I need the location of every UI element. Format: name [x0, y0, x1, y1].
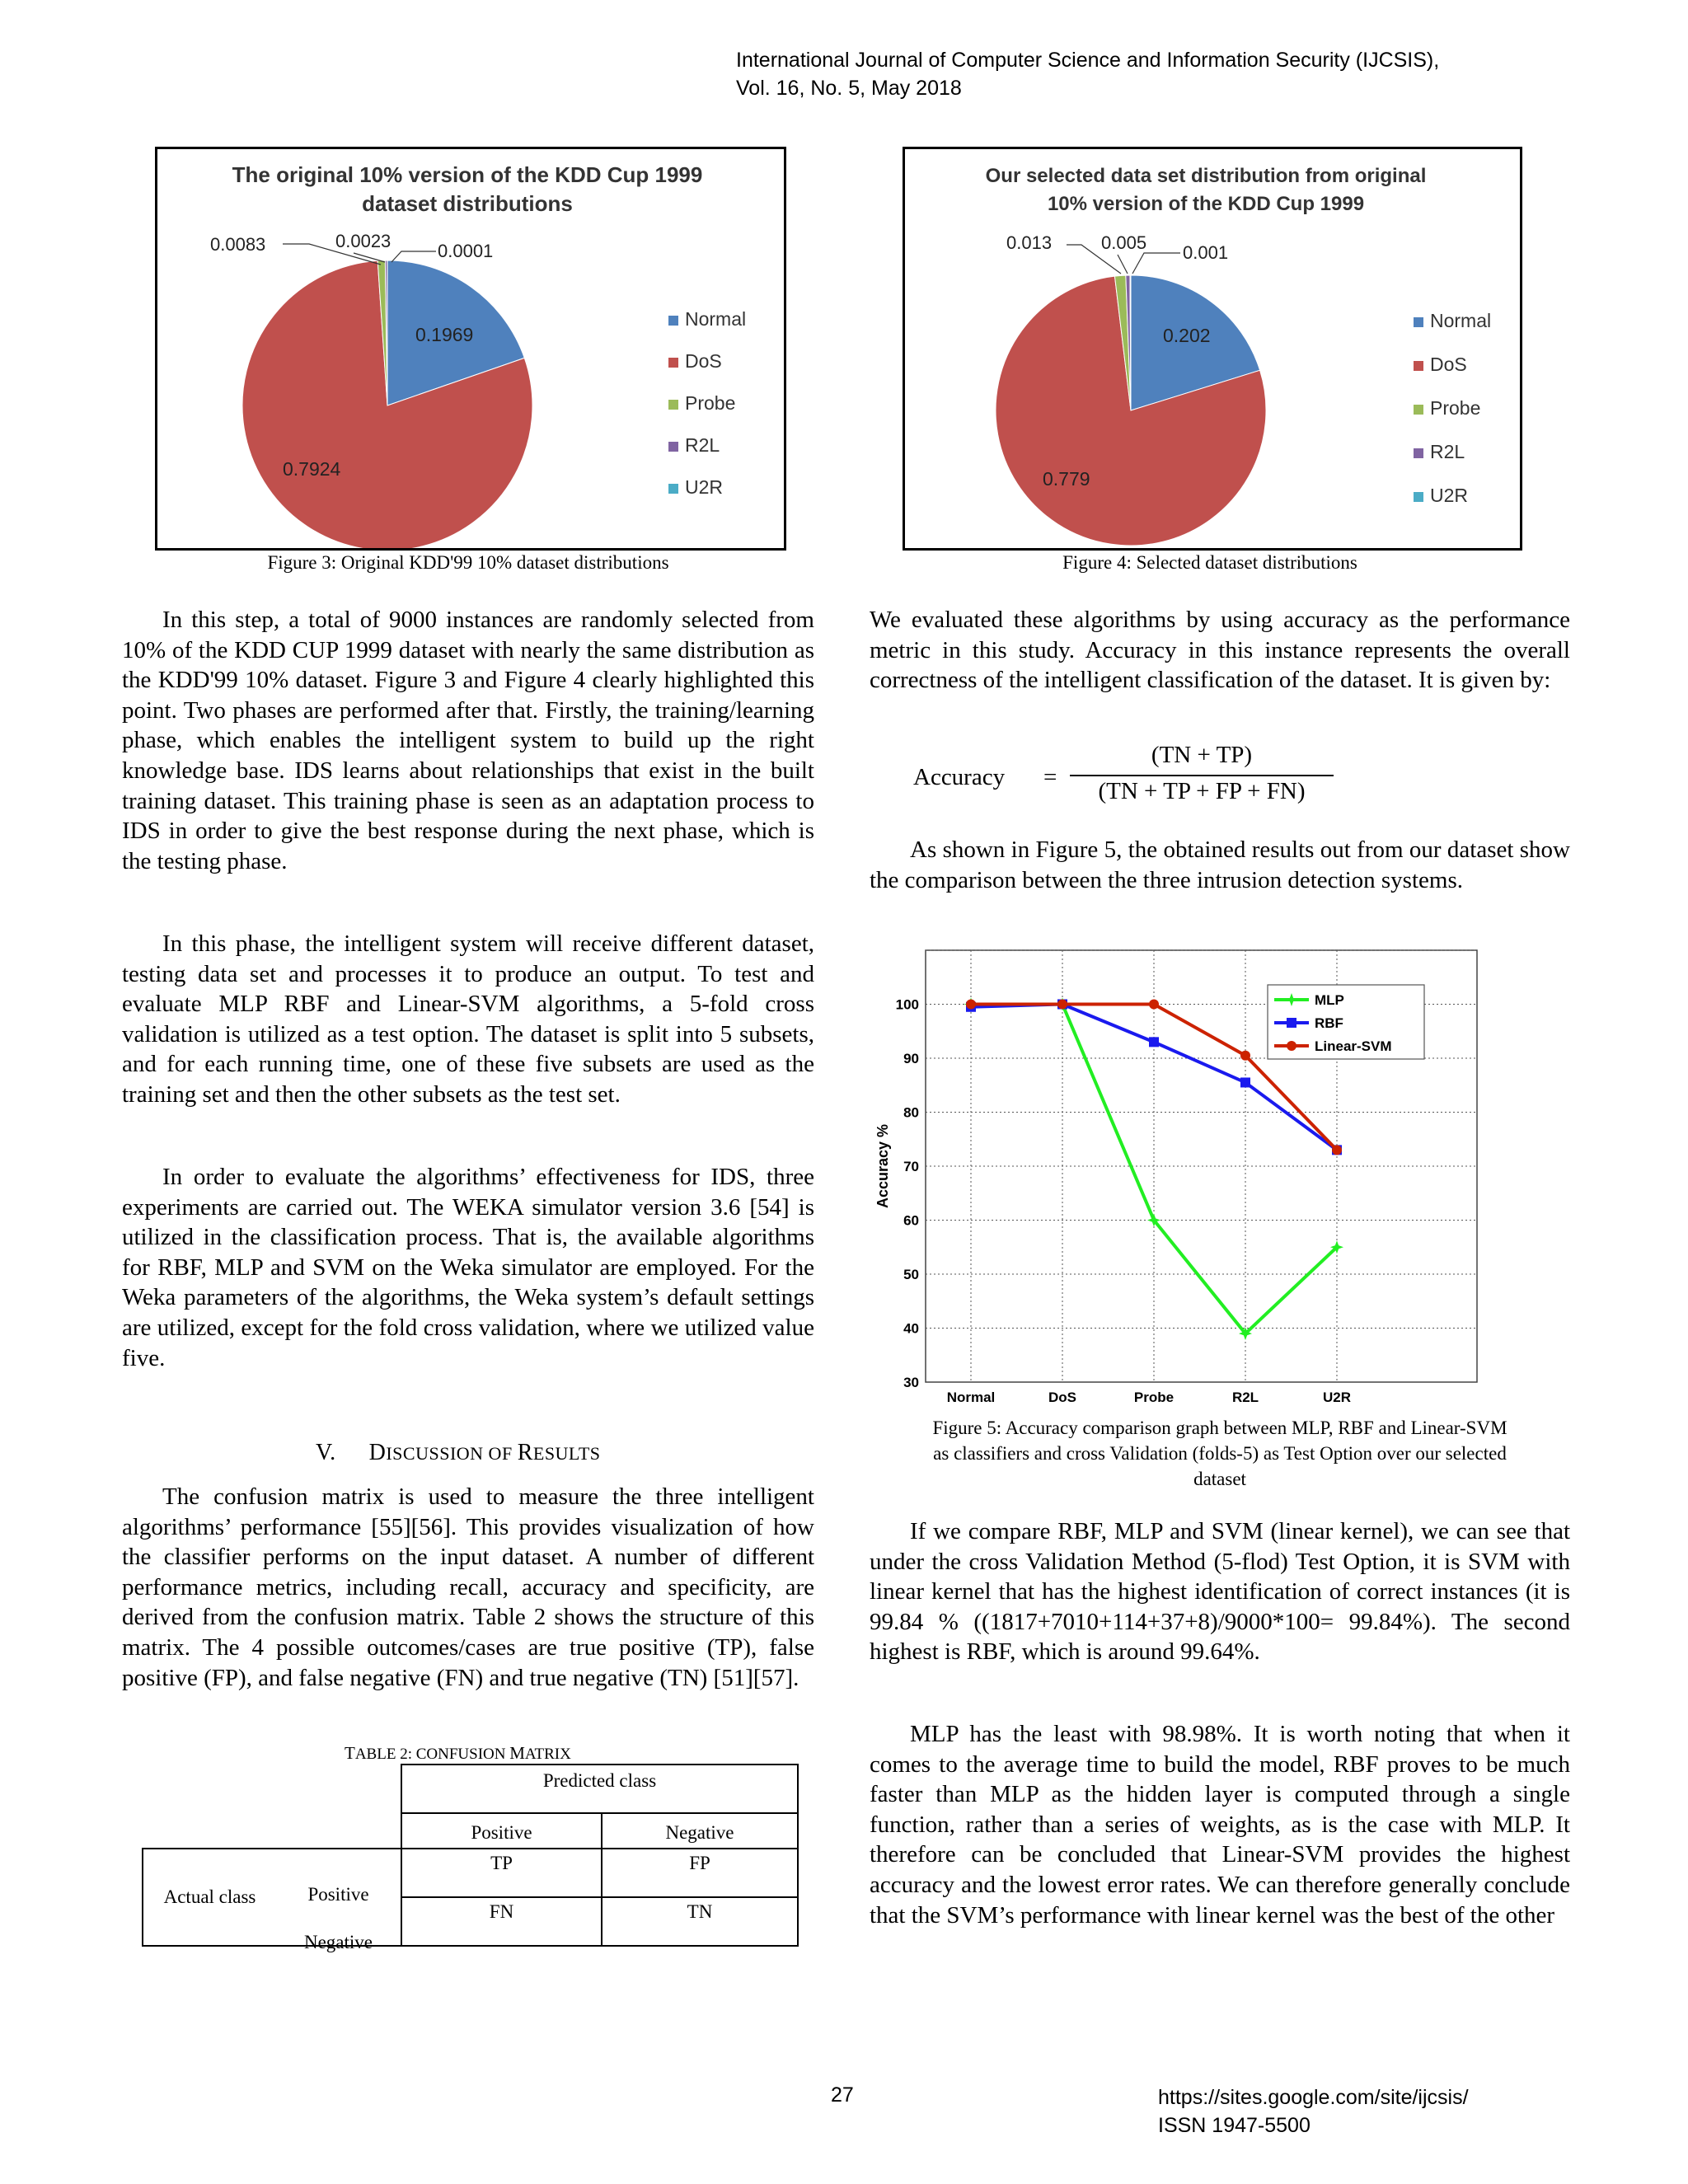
legend-label-dos: DoS	[1430, 354, 1467, 375]
legend-marker-linear-svm	[1287, 1041, 1296, 1051]
pie-value-label-dos: 0.779	[1043, 468, 1090, 490]
table-title-p1: ABLE	[354, 1746, 401, 1763]
legend-swatch-dos	[668, 358, 678, 368]
table-title-p4: ATRIX	[524, 1746, 571, 1763]
data-point-linear-svm	[1057, 1000, 1067, 1010]
y-tick-label: 100	[895, 996, 919, 1013]
section-title-part1: ISCUSSION OF	[386, 1443, 518, 1464]
table-title-m: M	[509, 1743, 525, 1763]
pie1-title-line2: dataset distributions	[362, 191, 573, 216]
predicted-class-header: Predicted class	[401, 1765, 798, 1813]
paragraph-right-2: As shown in Figure 5, the obtained results out from our dataset show the comparison between the three intrusion detection systems.	[870, 837, 1570, 893]
actual-positive: Positive	[307, 1884, 369, 1905]
pie-chart-selected	[905, 149, 1520, 548]
paragraph-right-4: MLP has the least with 98.98%. It is worth noting that when it comes to the average time to build the model, RBF proves to be much faster than MLP as the hidden layer is computed through a single function, rather than a series of weights, as is the case with MLP. It therefore can be concluded that Linear-SVM provides the highest accuracy and the lowest error rates. We can therefore generally conclude that the SVM’s performance with linear kernel was the best of the other	[870, 1721, 1570, 1929]
x-tick-label: R2L	[1231, 1390, 1259, 1405]
actual-negative: Negative	[303, 1932, 373, 1952]
legend-swatch-r2l	[1414, 448, 1423, 458]
pie-value-label-probe: 0.013	[1006, 232, 1053, 253]
predicted-negative: Negative	[602, 1813, 798, 1849]
footer-right	[1158, 2083, 1469, 2139]
figure-4-caption: Figure 4: Selected dataset distributions	[1062, 552, 1357, 573]
accuracy-line-chart	[870, 940, 1496, 1409]
actual-labels-cell	[276, 1849, 401, 1952]
page-number: 27	[831, 2083, 854, 2107]
cell-fp: FP	[602, 1849, 798, 1897]
formula-numerator: (TN + TP)	[1151, 742, 1253, 768]
y-tick-label: 70	[903, 1159, 919, 1174]
pie-value-label-normal: 0.1969	[415, 324, 474, 345]
pie-leader-line-r2l	[354, 253, 385, 262]
pie-chart-original	[157, 149, 784, 548]
formula-lhs: Accuracy	[913, 764, 1006, 790]
paragraph-left-1: In this step, a total of 9000 instances are randomly selected from 10% of the KDD CUP 1999 dataset with nearly the same distribution as the KDD'99 10% dataset. Figure 3 and Figure 4 clearly highlighted this point. Two phases are performed after that. Firstly, the training/learning phase, which enables the intelligent system to build up the right knowledge base. IDS learns about relationships that exist in the built training dataset. This training phase is seen as an adaptation process to IDS in order to give the best response during the next phase, which is the testing phase.	[122, 607, 814, 874]
y-tick-label: 50	[903, 1267, 919, 1282]
legend-swatch-normal	[668, 316, 678, 326]
y-tick-label: 60	[903, 1212, 919, 1229]
legend-swatch-dos	[1414, 361, 1423, 371]
table-2-title	[345, 1743, 571, 1764]
legend-marker-rbf	[1287, 1018, 1296, 1028]
x-tick-label: DoS	[1048, 1390, 1076, 1405]
x-tick-label: Normal	[946, 1390, 996, 1405]
journal-header	[736, 46, 1439, 102]
data-point-linear-svm	[1149, 1000, 1159, 1010]
legend-label-probe: Probe	[685, 392, 736, 414]
section-title-part2: ESULTS	[532, 1443, 601, 1464]
legend-swatch-normal	[1414, 317, 1423, 327]
legend-label-linear-svm: Linear-SVM	[1315, 1038, 1392, 1054]
section-heading	[316, 1440, 601, 1466]
cell-tn: TN	[602, 1897, 798, 1946]
figure-4	[903, 147, 1522, 551]
legend-label-normal: Normal	[1430, 310, 1492, 331]
data-point-linear-svm	[1332, 1145, 1342, 1155]
pie2-title-line2: 10% version of the KDD Cup 1999	[1047, 193, 1365, 215]
y-axis-label: Accuracy %	[874, 1123, 891, 1209]
legend-label-r2l: R2L	[685, 434, 720, 456]
figure-5-caption	[870, 1415, 1570, 1492]
confusion-matrix-table	[142, 1764, 799, 1952]
pie-value-label-r2l: 0.0023	[335, 231, 392, 251]
section-title-initial-r: R	[517, 1440, 533, 1465]
formula-fraction-bar	[1070, 775, 1334, 776]
legend-swatch-probe	[668, 400, 678, 410]
legend-label-rbf: RBF	[1315, 1015, 1343, 1031]
table-title-p2: 2: C	[400, 1746, 427, 1763]
legend-label-probe: Probe	[1430, 397, 1481, 419]
data-point-rbf	[1240, 1077, 1250, 1087]
figure-5-caption-line3: dataset	[1193, 1469, 1246, 1489]
legend-label-u2r: U2R	[1430, 485, 1469, 506]
actual-class-label: Actual class	[143, 1849, 276, 1946]
footer-issn: ISSN 1947-5500	[1158, 2114, 1311, 2137]
paragraph-left-3: In order to evaluate the algorithms’ effectiveness for IDS, three experiments are carried out. The WEKA simulator version 3.6 [54] is utilized in the classification process. That is, the available algorithms for RBF, MLP and SVM on the Weka simulator are employed. For the Weka parameters of the algorithms, the Weka system’s default settings are utilized, except for the fold cross validation, where we utilized value five.	[122, 1164, 814, 1371]
data-point-linear-svm	[1240, 1051, 1250, 1061]
figure-5-caption-line1: Figure 5: Accuracy comparison graph between MLP, RBF and Linear-SVM	[932, 1418, 1507, 1438]
figure-3-caption: Figure 3: Original KDD'99 10% dataset distributions	[267, 552, 669, 573]
pie-value-label-r2l: 0.005	[1101, 232, 1147, 253]
table-title-p3: ONFUSION	[426, 1746, 510, 1763]
y-tick-label: 90	[903, 1051, 919, 1066]
pie-leader-line-r2l	[1118, 255, 1128, 274]
journal-header-line1: International Journal of Computer Science and Information Security (IJCSIS),	[736, 49, 1440, 72]
legend-label-u2r: U2R	[685, 476, 724, 498]
y-tick-label: 80	[903, 1104, 919, 1121]
cell-tp: TP	[401, 1849, 602, 1897]
pie-value-label-u2r: 0.0001	[438, 241, 494, 261]
pie-value-label-probe: 0.0083	[210, 234, 266, 255]
legend-swatch-u2r	[1414, 492, 1423, 502]
pie2-title-line1: Our selected data set distribution from original	[985, 165, 1427, 187]
figure-3	[155, 147, 786, 551]
formula-equals: =	[1043, 764, 1057, 790]
journal-header-line2: Vol. 16, No. 5, May 2018	[736, 77, 962, 100]
paragraph-right-3: If we compare RBF, MLP and SVM (linear kernel), we can see that under the cross Validation Method (5-flod) Test Option, it is SVM with linear kernel that has the highest identification of correct instances (it is 99.84 % ((1817+7010+114+37+8)/9000*100= 99.84%). The second highest is RBF, which is around 99.64%.	[870, 1518, 1570, 1666]
legend-swatch-probe	[1414, 405, 1423, 415]
pie-value-label-normal: 0.202	[1163, 325, 1211, 346]
legend-label-dos: DoS	[685, 350, 722, 372]
formula-denominator: (TN + TP + FP + FN)	[1098, 778, 1306, 804]
paragraph-left-4: The confusion matrix is used to measure the three intelligent algorithms’ performance [55][56]. This provides visualization of how the classifier performs on the input dataset. A number of different performance metrics, including recall, accuracy and specificity, are derived from the confusion matrix. Table 2 shows the structure of this matrix. The 4 possible outcomes/cases are true positive (TP), false positive (FP), and false negative (FN) and true negative (TN) [51][57].	[122, 1483, 814, 1691]
legend-swatch-r2l	[668, 442, 678, 452]
section-title-initial-d: D	[368, 1440, 387, 1465]
data-point-rbf	[1149, 1037, 1159, 1047]
legend-label-mlp: MLP	[1315, 992, 1344, 1008]
section-number: V.	[316, 1440, 336, 1465]
pie-value-label-dos: 0.7924	[283, 458, 341, 480]
cell-fn: FN	[401, 1897, 602, 1946]
legend-label-normal: Normal	[685, 308, 747, 330]
footer-url: https://sites.google.com/site/ijcsis/	[1158, 2086, 1469, 2109]
paragraph-left-2: In this phase, the intelligent system will receive different dataset, testing data set and processes it to produce an output. To test and evaluate MLP RBF and Linear-SVM algorithms, a 5-fold cross validation is utilized as a test option. The dataset is split into 5 subsets, and for each running time, one of these five subsets are used as the training set and then the other subsets as the test set.	[122, 930, 814, 1108]
legend-swatch-u2r	[668, 484, 678, 494]
x-tick-label: U2R	[1322, 1390, 1352, 1405]
y-tick-label: 30	[903, 1375, 919, 1390]
paragraph-right-1: We evaluated these algorithms by using accuracy as the performance metric in this study. Accuracy in this instance represents the overall correctness of the intelligent classification of the dataset. It is given by:	[870, 607, 1570, 694]
data-point-linear-svm	[966, 1000, 976, 1010]
pie-leader-line-u2r	[1132, 253, 1180, 274]
table-title-t: T	[345, 1743, 355, 1763]
legend-label-r2l: R2L	[1430, 441, 1465, 462]
x-tick-label: Probe	[1133, 1390, 1175, 1405]
figure-5-caption-line2: as classifiers and cross Validation (folds-5) as Test Option over our selected	[933, 1443, 1507, 1464]
pie1-title-line1: The original 10% version of the KDD Cup 1999	[232, 162, 703, 187]
predicted-positive: Positive	[401, 1813, 602, 1849]
y-tick-label: 40	[903, 1320, 919, 1337]
pie-value-label-u2r: 0.001	[1183, 242, 1229, 263]
